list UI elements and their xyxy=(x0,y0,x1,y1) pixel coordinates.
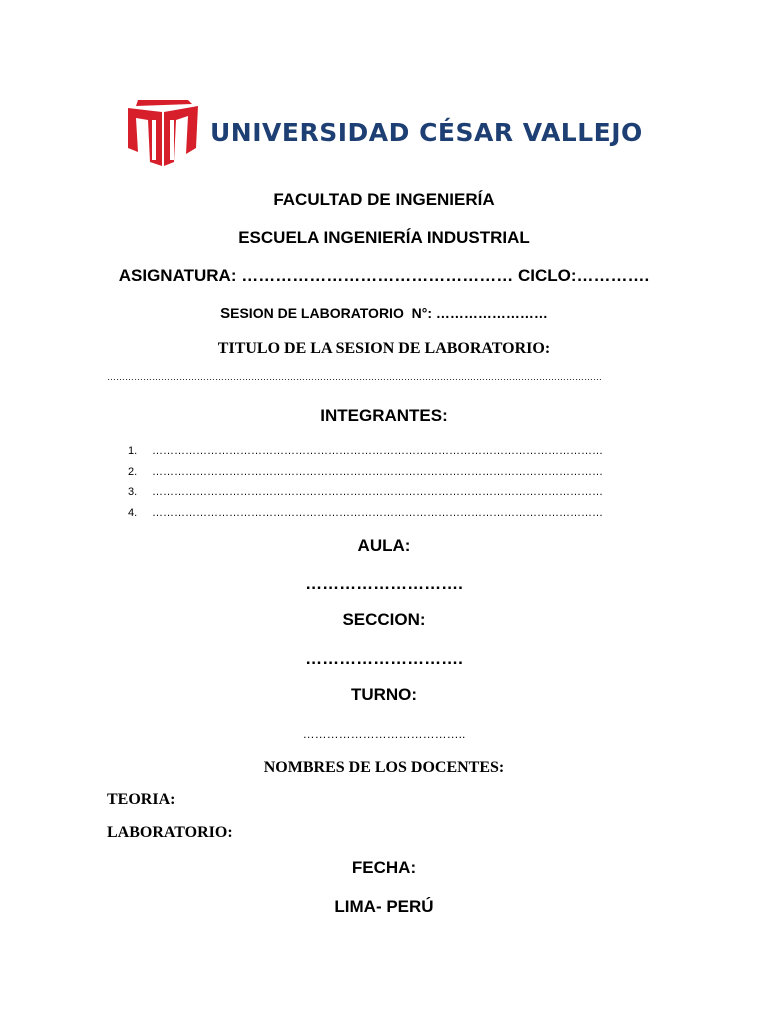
faculty-title: FACULTAD DE INGENIERÍA xyxy=(273,190,495,209)
list-item: 3. …………………………………………………………………………………………………………… xyxy=(128,486,603,498)
room-label: AULA: xyxy=(357,536,411,555)
members-list xyxy=(128,441,603,523)
list-item: 2. …………………………………………………………………………………………………………… xyxy=(128,465,603,478)
session-number-value: …………………… xyxy=(435,305,548,321)
subject-value: ………………………………………… xyxy=(241,266,514,285)
cycle-label: CICLO: xyxy=(517,266,577,285)
university-logo xyxy=(128,100,198,171)
teachers-title: NOMBRES DE LOS DOCENTES: xyxy=(263,759,505,776)
subject-line xyxy=(0,266,768,286)
session-line xyxy=(0,305,768,322)
university-name: UNIVERSIDAD CÉSAR VALLEJO xyxy=(210,118,643,147)
members-title: INTEGRANTES: xyxy=(320,406,448,425)
place-label: LIMA- PERÚ xyxy=(334,897,434,916)
shift-value: ………………………………….. xyxy=(302,727,466,741)
room-value: ………………………. xyxy=(305,574,463,593)
date-label: FECHA: xyxy=(351,858,417,877)
list-item: 4. …………………………………………………………………………………………………………… xyxy=(128,506,603,519)
section-value: ………………………. xyxy=(305,649,463,668)
session-label: ESION DE LABORATORIO xyxy=(230,305,404,321)
shift-label: TURNO: xyxy=(350,685,418,704)
subject-label: ASIGNATURA: xyxy=(118,266,237,285)
school-title: ESCUELA INGENIERÍA INDUSTRIAL xyxy=(238,228,530,247)
list-item: 1. …………………………………………………………………………………………………………… xyxy=(128,445,603,457)
cycle-value: …………. xyxy=(576,266,650,285)
session-label-initial: S xyxy=(220,305,231,322)
ucv-shield-logo-icon xyxy=(128,100,198,166)
lab-title-label: TITULO DE LA SESION DE LABORATORIO: xyxy=(217,340,551,357)
session-number-label: N°: xyxy=(411,305,432,321)
lab-label: LABORATORIO: xyxy=(107,824,233,841)
theory-label: TEORIA: xyxy=(107,791,176,808)
section-label: SECCION: xyxy=(342,610,426,629)
lab-title-value: ………………………………………………………………………………………………………………………………………………… xyxy=(107,372,602,382)
